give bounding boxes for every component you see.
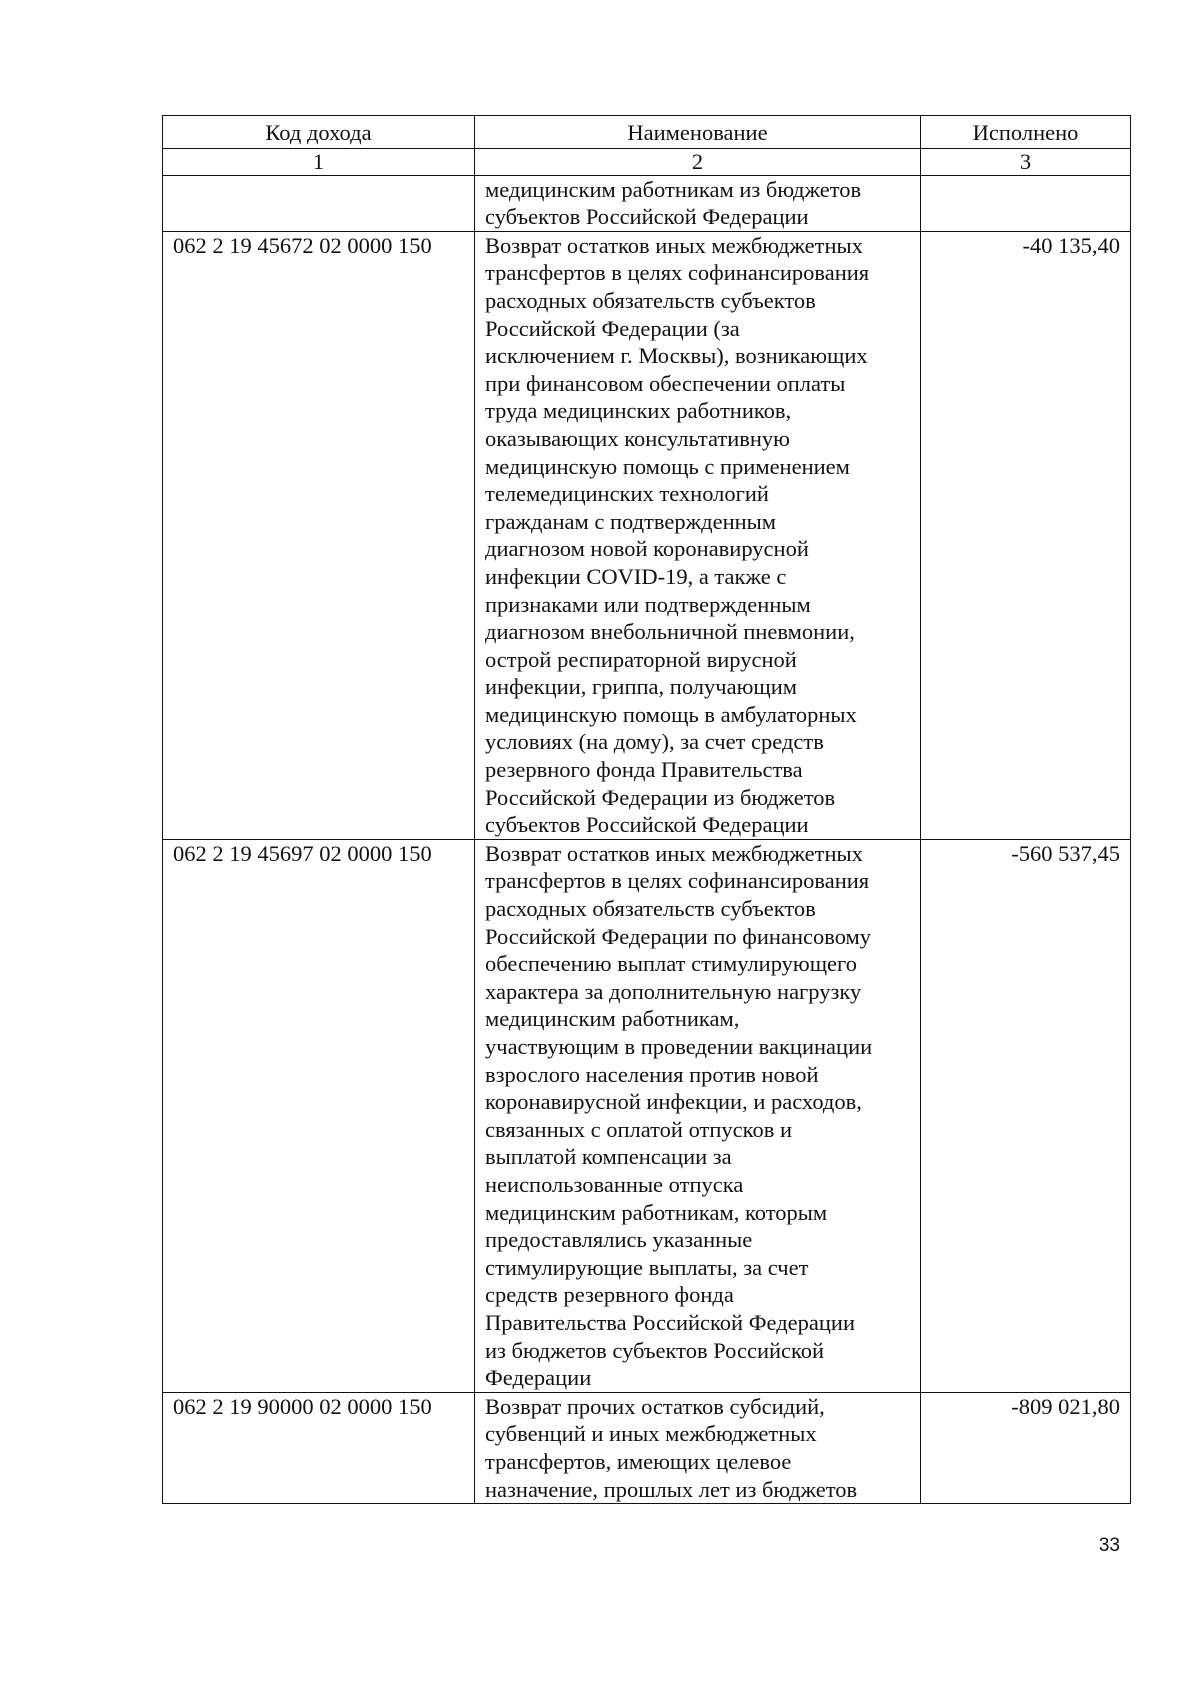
amount-cell: -809 021,80 [921, 1392, 1131, 1503]
column-number-2: 2 [475, 148, 921, 175]
header-executed: Исполнено [921, 116, 1131, 149]
table-row [163, 175, 1131, 231]
column-number-1: 1 [163, 148, 475, 175]
income-code-cell: 062 2 19 45672 02 0000 150 [163, 231, 475, 839]
table-header-row [163, 116, 1131, 149]
amount-cell: -40 135,40 [921, 231, 1131, 839]
income-code-cell: 062 2 19 90000 02 0000 150 [163, 1392, 475, 1503]
name-cell: Возврат прочих остатков субсидий, субвенций и иных межбюджетных трансфертов, имеющих целевое назначение, прошлых лет из бюджетов [475, 1392, 921, 1503]
name-cell: Возврат остатков иных межбюджетных трансфертов в целях софинансирования расходных обязательств субъектов Российской Федерации по финансовому обеспечению выплат стимулирующего характера за дополнительную нагрузку медицинским работникам, участвующим в проведении вакцинации взрослого населения против новой коронавирусной инфекции, и расходов, связанных с оплатой отпусков и выплатой компенсации за неиспользованные отпуска медицинским работникам, которым предоставлялись указанные стимулирующие выплаты, за счет средств резервного фонда Правительства Российской Федерации из бюджетов субъектов Российской Федерации [475, 839, 921, 1392]
amount-cell: -560 537,45 [921, 839, 1131, 1392]
column-number-row [163, 148, 1131, 175]
table-row [163, 1392, 1131, 1503]
name-cell: медицинским работникам из бюджетов субъектов Российской Федерации [475, 175, 921, 231]
income-code-cell [163, 175, 475, 231]
income-code-cell: 062 2 19 45697 02 0000 150 [163, 839, 475, 1392]
table-row [163, 839, 1131, 1392]
page-number: 33 [1098, 1535, 1120, 1556]
table-row [163, 231, 1131, 839]
income-table [162, 115, 1131, 1504]
header-income-code: Код дохода [163, 116, 475, 149]
name-cell: Возврат остатков иных межбюджетных трансфертов в целях софинансирования расходных обязательств субъектов Российской Федерации (за исключением г. Москвы), возникающих при финансовом обеспечении оплаты труда медицинских работников, оказывающих консультативную медицинскую помощь с применением телемедицинских технологий гражданам с подтвержденным диагнозом новой коронавирусной инфекции COVID-19, а также с признаками или подтвержденным диагнозом внебольничной пневмонии, острой респираторной вирусной инфекции, гриппа, получающим медицинскую помощь в амбулаторных условиях (на дому), за счет средств резервного фонда Правительства Российской Федерации из бюджетов субъектов Российской Федерации [475, 231, 921, 839]
header-name: Наименование [475, 116, 921, 149]
amount-cell [921, 175, 1131, 231]
column-number-3: 3 [921, 148, 1131, 175]
